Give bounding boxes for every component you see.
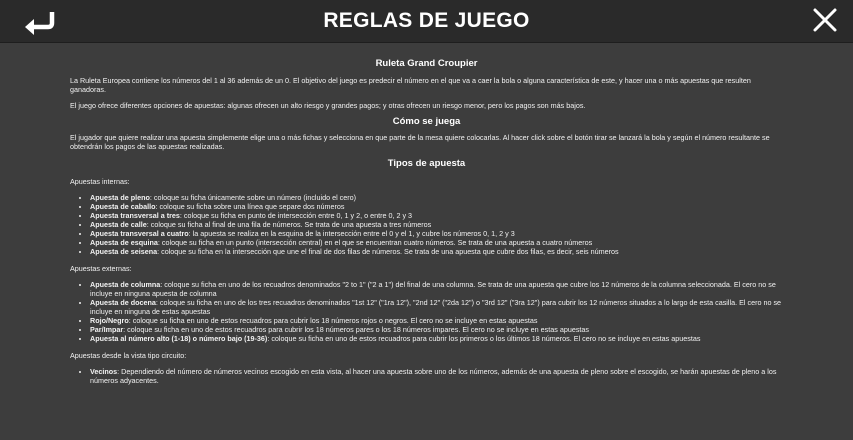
bet-name: Apuesta de columna <box>90 280 161 289</box>
bet-description: : Dependiendo del número de números vecinos escogido en esta vista, al hacer una apuesta sobre uno de los números, además de una apuesta de pleno sobre el escogido, se harán apuestas de pleno a los números adyacentes. <box>90 367 777 385</box>
list-item <box>90 316 783 325</box>
bet-name: Vecinos <box>90 367 118 376</box>
rules-content[interactable] <box>0 43 853 440</box>
external-bets-list <box>70 280 783 343</box>
list-item <box>90 202 783 211</box>
back-arrow-icon <box>22 9 60 35</box>
bet-name: Apuesta de esquina <box>90 238 158 247</box>
internal-bets-label: Apuestas internas: <box>70 177 130 186</box>
bet-description: : coloque su ficha al final de una fila de números. Se trata de una apuesta a tres números <box>146 220 432 229</box>
list-item <box>90 280 783 298</box>
circuit-bets-list <box>70 367 783 385</box>
close-button[interactable] <box>811 6 839 34</box>
list-item <box>90 211 783 220</box>
bet-types-heading: Tipos de apuesta <box>387 158 466 169</box>
bet-name: Apuesta al número alto (1-18) o número bajo (19-36) <box>90 334 268 343</box>
page-title: REGLAS DE JUEGO <box>323 9 530 32</box>
bet-name: Rojo/Negro <box>90 316 129 325</box>
bet-description: : coloque su ficha únicamente sobre un número (incluido el cero) <box>149 193 357 202</box>
bet-name: Apuesta de calle <box>90 220 147 229</box>
close-icon <box>811 6 839 34</box>
list-item <box>90 247 783 256</box>
bet-name: Apuesta de caballo <box>90 202 156 211</box>
bet-description: : coloque su ficha en uno de los recuadros denominados "2 to 1" ("2 a 1") del final de una columna. Se trata de una apuesta que cubre los 12 números de la columna seleccionada. El cero no se incluye en ninguna apuesta de columna <box>90 280 776 298</box>
how-to-play-text: El jugador que quiere realizar una apuesta simplemente elige una o más fichas y selecciona en que parte de la mesa quiere colocarlas. Al hacer click sobre el botón tirar se lanzará la bola y según el número resultante se obtendrán los pagos de las apuestas realizadas. <box>70 133 770 151</box>
list-item <box>90 220 783 229</box>
list-item <box>90 229 783 238</box>
intro-paragraph-1: La Ruleta Europea contiene los números del 1 al 36 además de un 0. El objetivo del juego es predecir el número en el que va a caer la bola o alguna característica de este, y hacer una o más apuestas que resulten ganadoras. <box>70 76 751 94</box>
game-title: Ruleta Grand Croupier <box>375 58 478 69</box>
list-item <box>90 367 783 385</box>
bet-description: : coloque su ficha sobre una línea que separe dos números <box>155 202 345 211</box>
bet-name: Apuesta de pleno <box>90 193 150 202</box>
bet-description: : coloque su ficha en uno de los tres recuadros denominados "1st 12" ("1ra 12"), "2nd 12" ("2da 12") o "3rd 12" ("3ra 12") para cubrir los 12 números situados a lo largo de esta casilla. El cero no se incluye en ninguna de estas apuestas <box>90 298 782 316</box>
bet-name: Apuesta de docena <box>90 298 156 307</box>
bet-description: : coloque su ficha en punto de intersección entre 0, 1 y 2, o entre 0, 2 y 3 <box>179 211 413 220</box>
intro-paragraph-2: El juego ofrece diferentes opciones de apuestas: algunas ofrecen un alto riesgo y grandes pagos; y otras ofrecen un riesgo menor, pero los pagos son más bajos. <box>70 101 586 110</box>
header-bar <box>0 0 853 43</box>
external-bets-label: Apuestas externas: <box>70 264 132 273</box>
circuit-bets-label: Apuestas desde la vista tipo circuito: <box>70 351 187 360</box>
bet-description: : coloque su ficha en uno de estos recuadros para cubrir los 18 números rojos o negros. El cero no se incluye en estas apuestas <box>128 316 538 325</box>
bet-description: : coloque su ficha en un punto (intersección central) en el que se encuentran cuatro números. Se trata de una apuesta a cuatro números <box>157 238 593 247</box>
list-item <box>90 238 783 247</box>
list-item <box>90 325 783 334</box>
bet-name: Apuesta transversal a cuatro <box>90 229 189 238</box>
bet-name: Apuesta transversal a tres <box>90 211 180 220</box>
bet-description: : coloque su ficha en uno de estos recuadros para cubrir los 18 números pares o los 18 números impares. El cero no se incluye en estas apuestas <box>123 325 590 334</box>
how-to-play-heading: Cómo se juega <box>392 116 461 127</box>
bet-description: : coloque su ficha en la intersección que une el final de dos filas de números. Se trata de una apuesta que cubre dos filas, es decir, seis números <box>157 247 619 256</box>
bet-description: : la apuesta se realiza en la esquina de la intersección entre el 0 y el 1, y cubre los números 0, 1, 2 y 3 <box>188 229 515 238</box>
bet-name: Apuesta de seisena <box>90 247 158 256</box>
bet-description: : coloque su ficha en uno de estos recuadros para cubrir los primeros o los últimos 18 números. El cero no se incluye en estas apuestas <box>267 334 701 343</box>
bet-name: Par/Impar <box>90 325 124 334</box>
internal-bets-list <box>70 193 783 256</box>
back-button[interactable] <box>22 9 60 35</box>
list-item <box>90 334 783 343</box>
list-item <box>90 298 783 316</box>
list-item <box>90 193 783 202</box>
